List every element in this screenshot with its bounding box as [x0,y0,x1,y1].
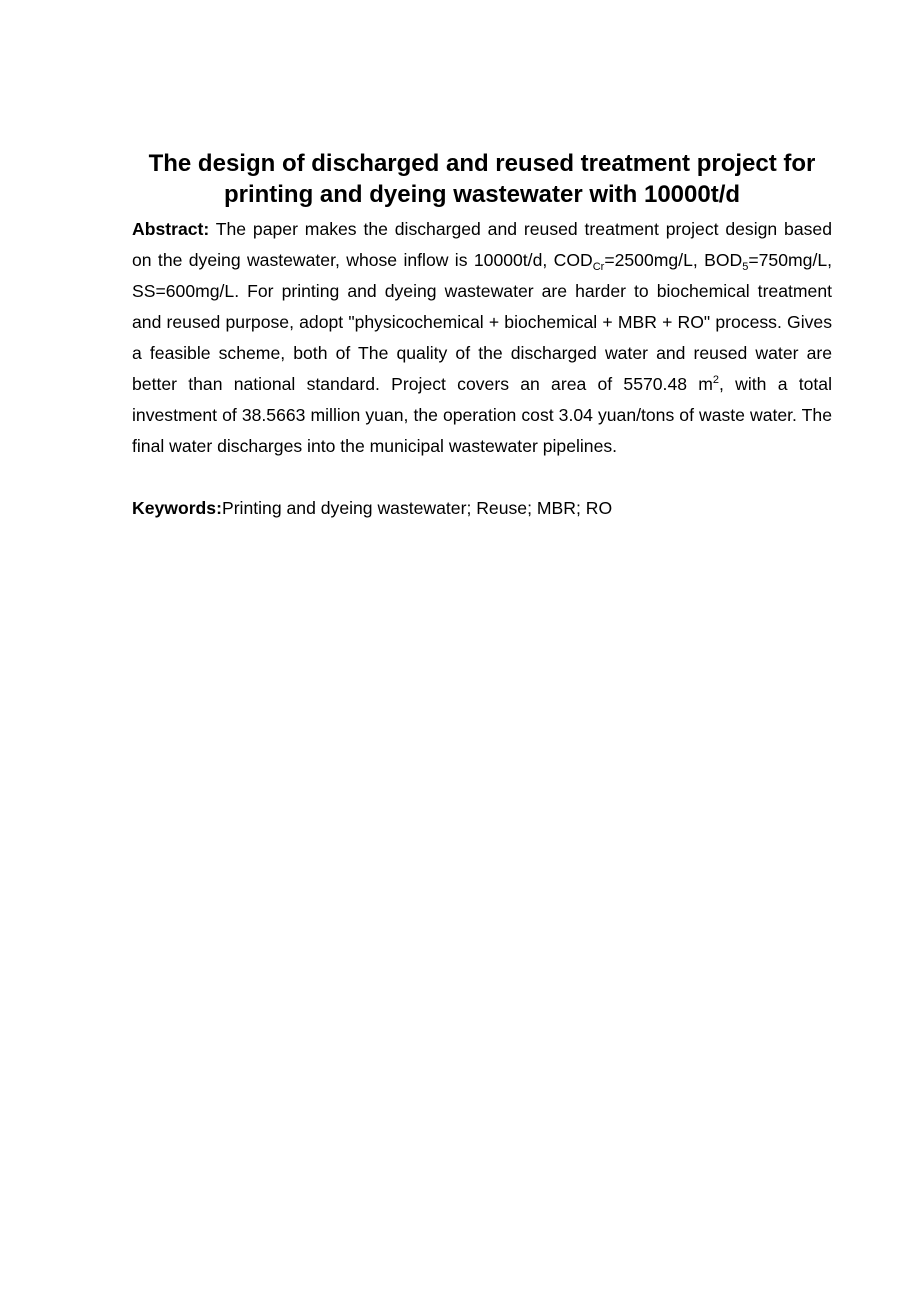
abstract-superscript-2: 2 [712,374,720,386]
paper-title [132,148,832,210]
abstract-subscript-cr: Cr [592,261,605,273]
abstract-label: Abstract: [132,219,210,239]
title-line-1: The design of discharged and reused treatment project for [148,150,816,177]
keywords-text: Printing and dyeing wastewater; Reuse; MBR; RO [221,498,613,518]
keywords-label: Keywords: [132,498,222,518]
abstract-text-4: , with a total investment of 38.5663 million yuan, the operation cost 3.04 yuan/tons of waste water. The final water discharges into the municipal wastewater pipelines. [132,374,832,456]
abstract-paragraph [132,214,832,462]
abstract-text-2: =2500mg/L, BOD [604,250,743,270]
abstract-subscript-5: 5 [742,261,749,273]
abstract-text-3: =750mg/L, SS=600mg/L. For printing and dyeing wastewater are harder to biochemical treatment and reused purpose, adopt "physicochemical + biochemical + MBR + RO" process. Gives a feasible scheme, both of The quality of the discharged water and reused water are better than national standard. Project covers an area of 5570.48 m [132,250,833,394]
keywords-line [132,493,832,524]
title-line-2: printing and dyeing wastewater with 10000t/d [223,181,741,208]
paper-page [132,148,832,524]
abstract-text-1: The paper makes the discharged and reused treatment project design based on the dyeing wastewater, whose inflow is 10000t/d, COD [132,219,832,270]
